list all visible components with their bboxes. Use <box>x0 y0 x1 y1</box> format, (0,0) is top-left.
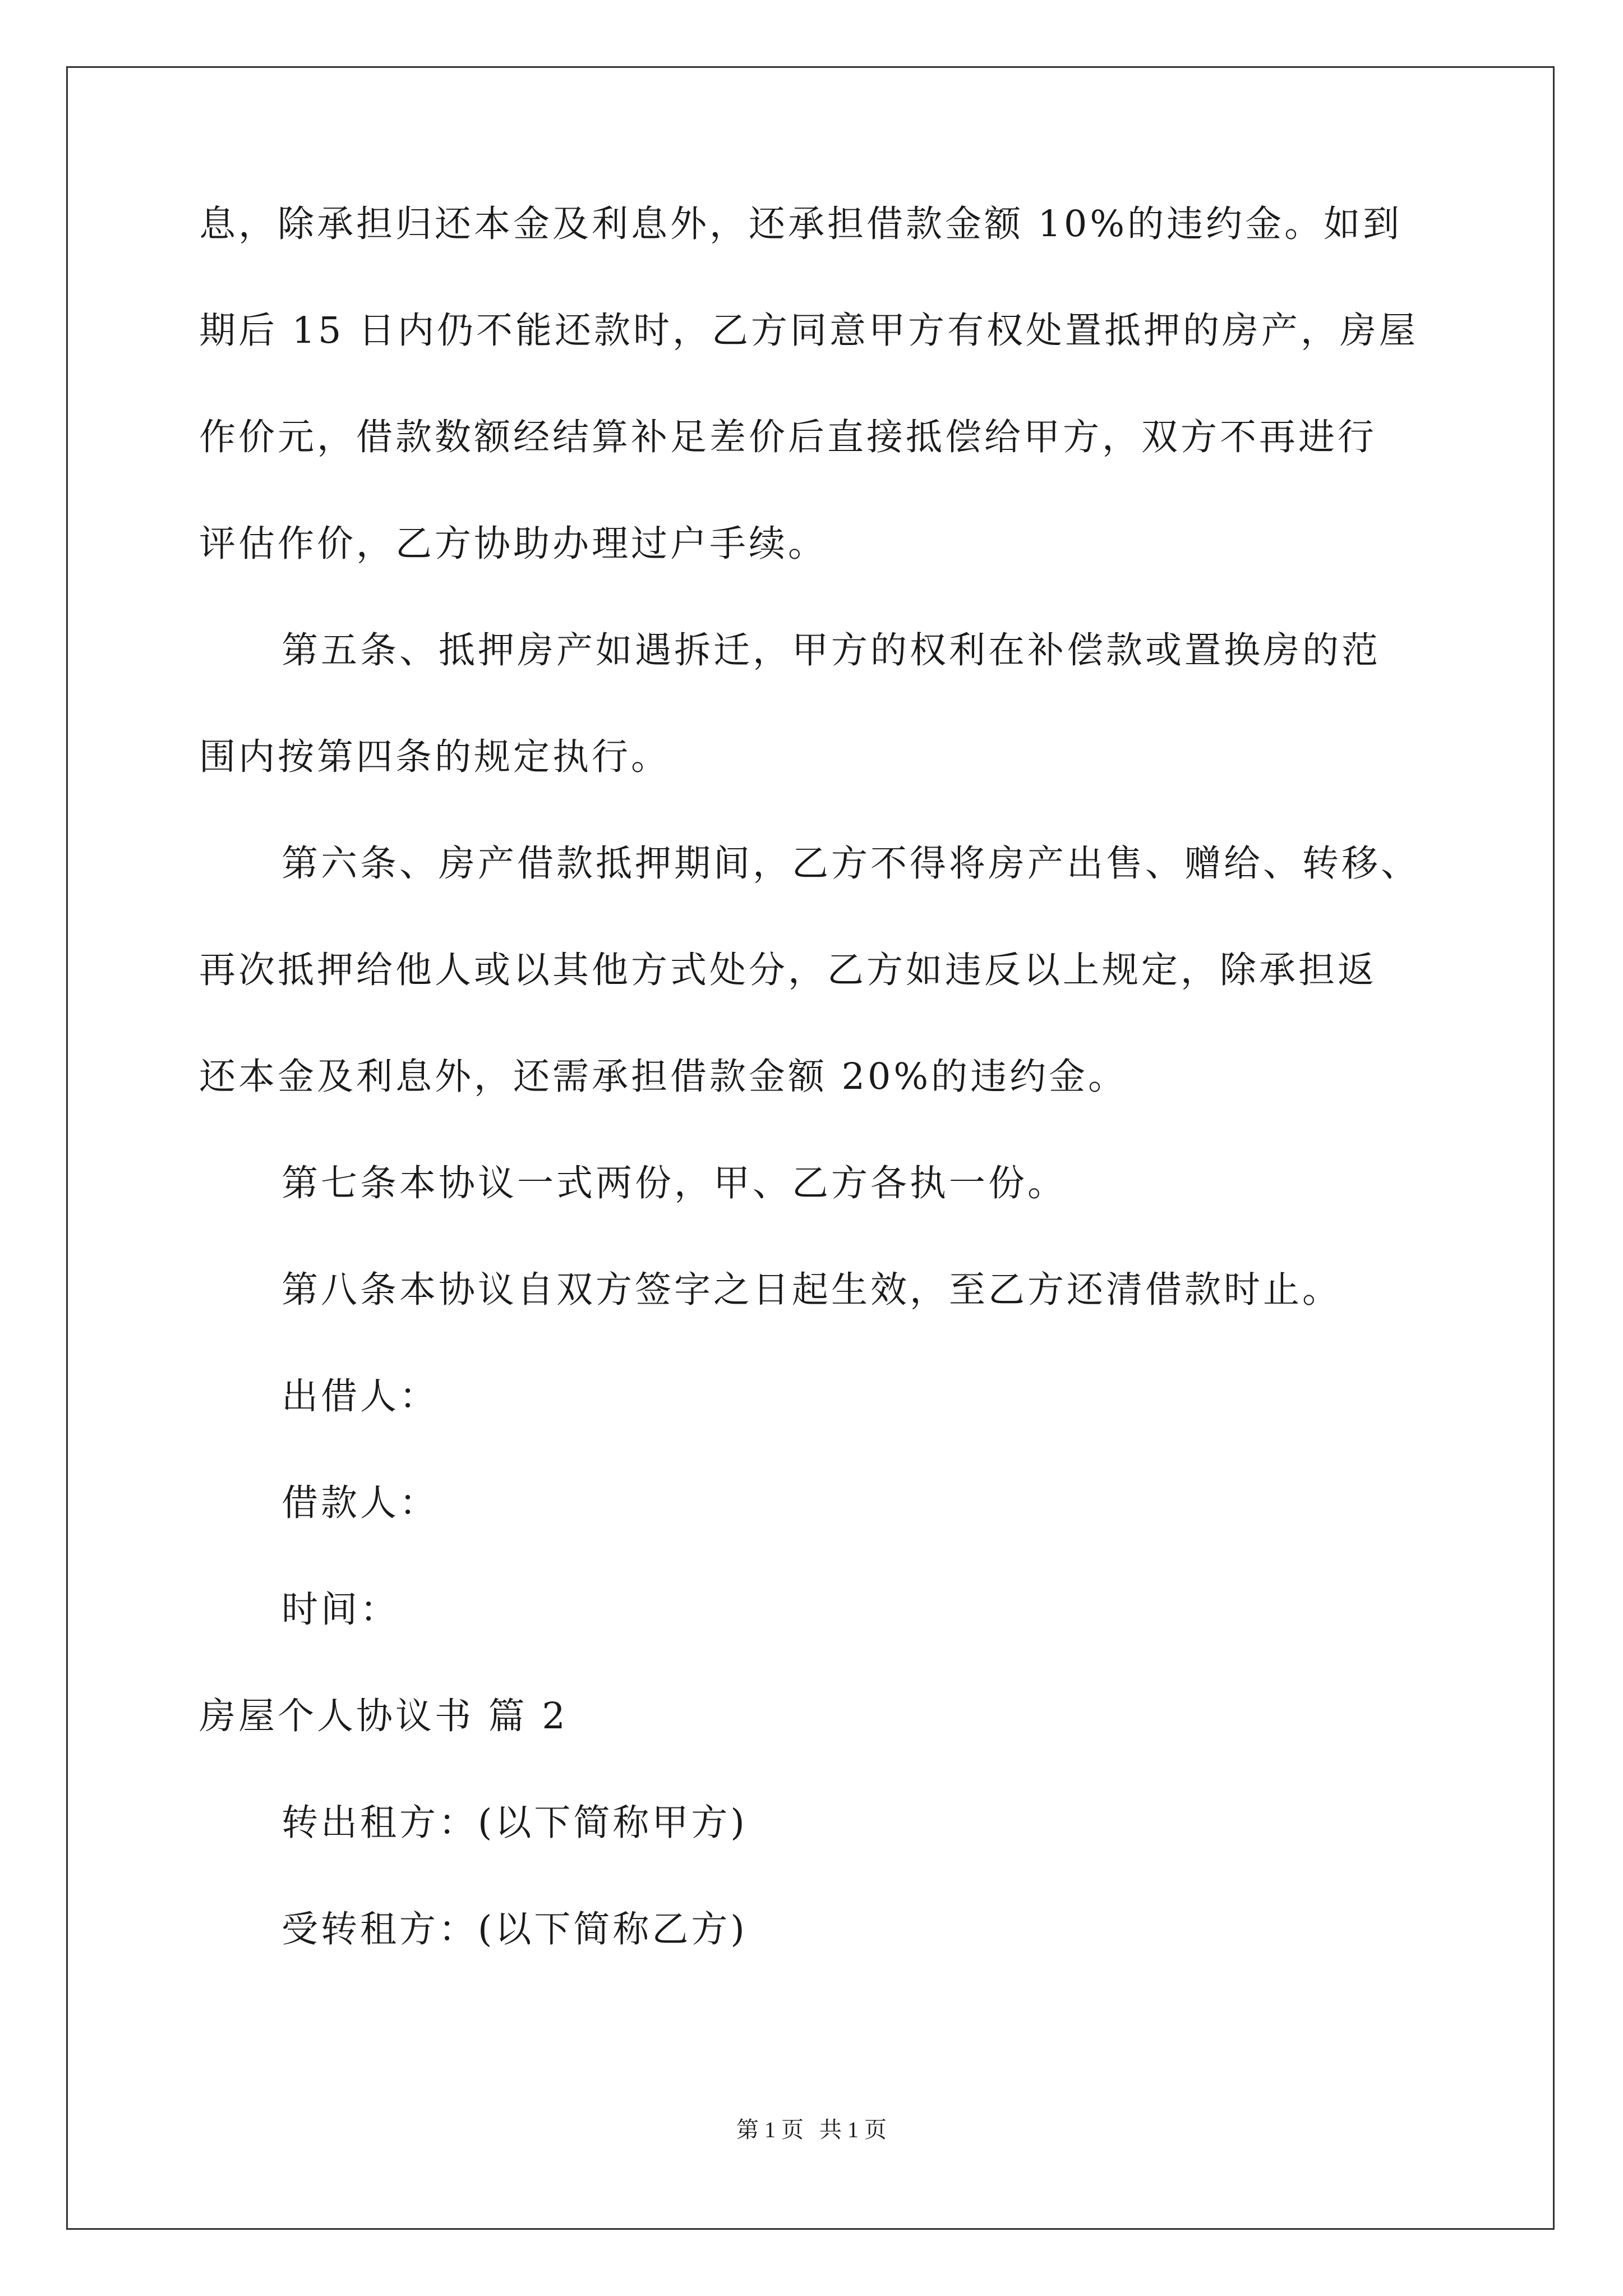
lessee-label: 受转租方：(以下简称乙方) <box>282 1908 748 1950</box>
lessor-label: 转出租方：(以下简称甲方) <box>282 1802 748 1844</box>
paragraph-line: 第七条本协议一式两份，甲、乙方各执一份。 <box>282 1162 1067 1204</box>
paragraph-line: 作价元，借款数额经结算补足差价后直接抵偿给甲方，双方不再进行 <box>199 416 1377 458</box>
paragraph-line: 息，除承担归还本金及利息外，还承担借款金额 10%的违约金。如到 <box>199 203 1403 245</box>
paragraph-line: 围内按第四条的规定执行。 <box>199 736 671 778</box>
lender-label: 出借人： <box>282 1375 439 1418</box>
page-footer <box>0 2116 1623 2144</box>
paragraph-line: 还本金及利息外，还需承担借款金额 20%的违约金。 <box>199 1056 1128 1098</box>
paragraph-line: 评估作价，乙方协助办理过户手续。 <box>199 523 828 565</box>
page-border <box>66 66 1555 2230</box>
paragraph-line: 期后 15 日内仍不能还款时，乙方同意甲方有权处置抵押的房产，房屋 <box>199 310 1419 352</box>
page-total: 共 1 页 <box>819 2117 887 2142</box>
date-label: 时间： <box>282 1589 400 1631</box>
borrower-label: 借款人： <box>282 1482 439 1524</box>
paragraph-line: 第五条、抵押房产如遇拆迁，甲方的权利在补偿款或置换房的范 <box>282 629 1381 671</box>
page-number: 第 1 页 <box>736 2117 804 2142</box>
paragraph-line: 第八条本协议自双方签字之日起生效，至乙方还清借款时止。 <box>282 1269 1342 1311</box>
section-heading: 房屋个人协议书 篇 2 <box>199 1695 568 1737</box>
paragraph-line: 第六条、房产借款抵押期间，乙方不得将房产出售、赠给、转移、 <box>282 843 1421 885</box>
paragraph-line: 再次抵押给他人或以其他方式处分，乙方如违反以上规定，除承担返 <box>199 949 1377 991</box>
